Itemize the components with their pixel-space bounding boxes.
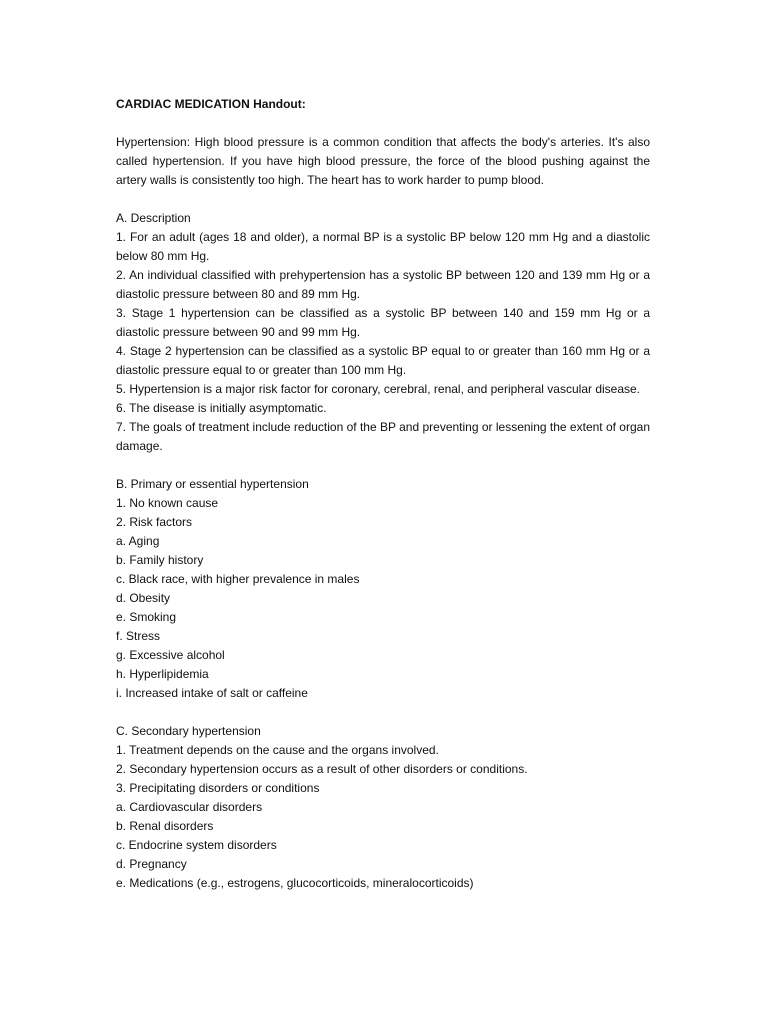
list-item: 1. Treatment depends on the cause and the organs involved. (116, 743, 439, 757)
list-item: 3. Precipitating disorders or conditions (116, 781, 320, 795)
list-item: 7. The goals of treatment include reduction of the BP and preventing or lessening the extent of organ damage. (116, 420, 650, 453)
list-item: a. Cardiovascular disorders (116, 800, 263, 814)
list-item: c. Black race, with higher prevalence in males (116, 572, 360, 586)
list-item: e. Smoking (116, 610, 177, 624)
list-item: b. Renal disorders (116, 819, 214, 833)
section-heading: C. Secondary hypertension (116, 724, 261, 738)
list-item: 2. An individual classified with prehypertension has a systolic BP between 120 and 139 mm Hg or a diastolic pressure between 80 and 89 mm Hg. (116, 268, 650, 301)
list-item: f. Stress (116, 629, 161, 643)
document-title: CARDIAC MEDICATION Handout: (116, 97, 306, 111)
section-primary-hypertension (116, 475, 650, 703)
list-item: b. Family history (116, 553, 204, 567)
document-page (116, 95, 650, 893)
intro-paragraph: Hypertension: High blood pressure is a common condition that affects the body's arteries. It's also called hypertension. If you have high blood pressure, the force of the blood pushing against the artery walls is consistently too high. The heart has to work harder to pump blood. (116, 135, 650, 187)
list-item: a. Aging (116, 534, 160, 548)
section-secondary-hypertension (116, 722, 650, 893)
list-item: 2. Risk factors (116, 515, 193, 529)
list-item: 1. No known cause (116, 496, 219, 510)
section-heading: B. Primary or essential hypertension (116, 477, 309, 491)
list-item: 3. Stage 1 hypertension can be classified as a systolic BP between 140 and 159 mm Hg or a diastolic pressure between 90 and 99 mm Hg. (116, 306, 650, 339)
list-item: 4. Stage 2 hypertension can be classified as a systolic BP equal to or greater than 160 mm Hg or a diastolic pressure equal to or greater than 100 mm Hg. (116, 344, 650, 377)
list-item: 1. For an adult (ages 18 and older), a normal BP is a systolic BP below 120 mm Hg and a diastolic below 80 mm Hg. (116, 230, 650, 263)
list-item: c. Endocrine system disorders (116, 838, 277, 852)
list-item: 5. Hypertension is a major risk factor for coronary, cerebral, renal, and peripheral vascular disease. (116, 382, 641, 396)
section-description (116, 209, 650, 456)
list-item: i. Increased intake of salt or caffeine (116, 686, 308, 700)
list-item: 6. The disease is initially asymptomatic. (116, 401, 327, 415)
section-heading: A. Description (116, 211, 191, 225)
list-item: 2. Secondary hypertension occurs as a result of other disorders or conditions. (116, 762, 528, 776)
list-item: e. Medications (e.g., estrogens, glucocorticoids, mineralocorticoids) (116, 876, 474, 890)
list-item: h. Hyperlipidemia (116, 667, 209, 681)
list-item: d. Obesity (116, 591, 171, 605)
list-item: d. Pregnancy (116, 857, 187, 871)
list-item: g. Excessive alcohol (116, 648, 225, 662)
